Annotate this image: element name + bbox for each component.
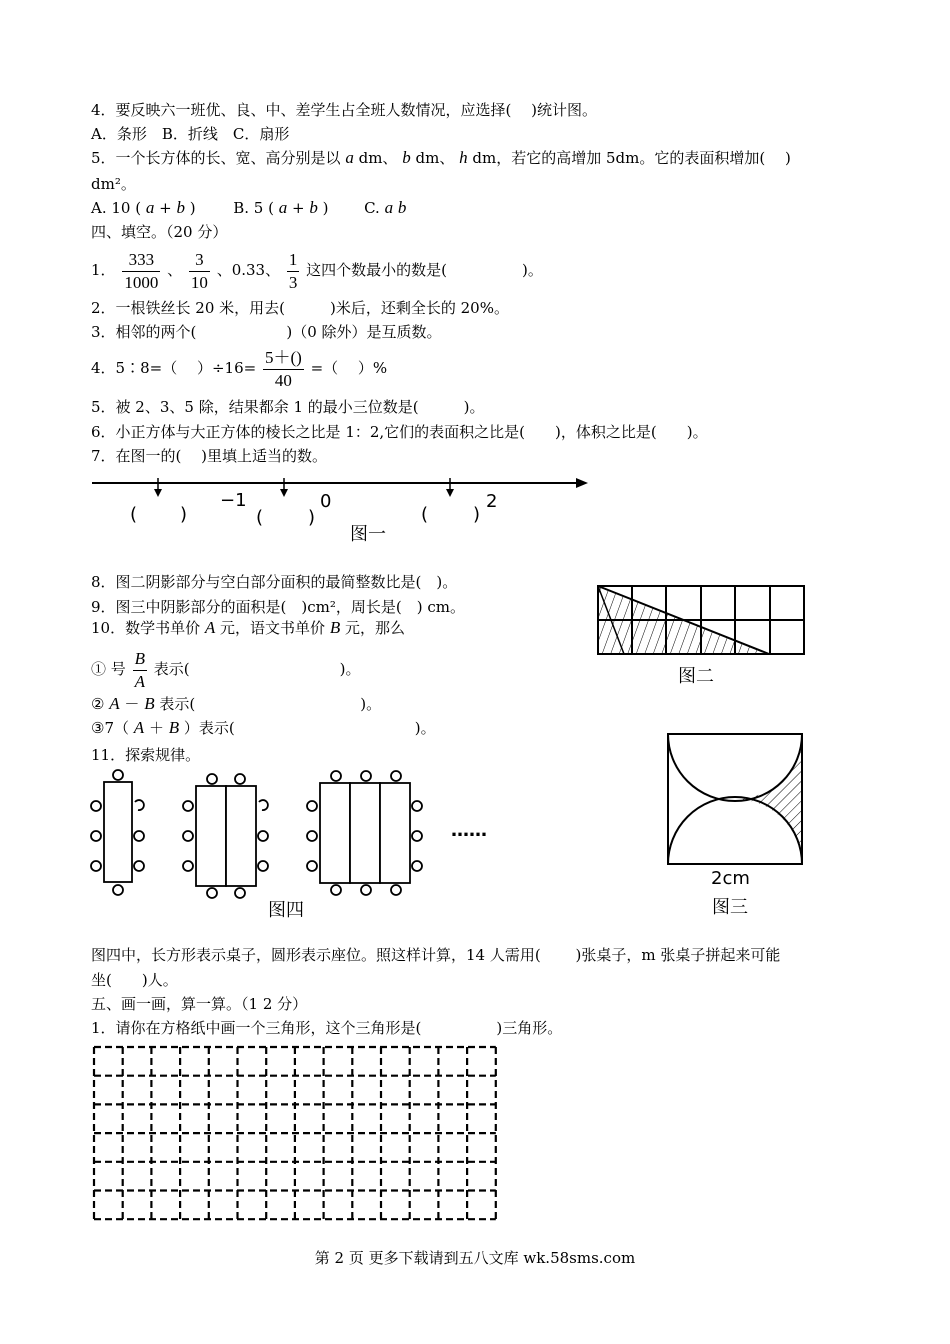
separator: 、 [167, 261, 183, 279]
s4-q4 [91, 346, 387, 392]
paren-open: ( [421, 504, 429, 525]
s4-q1 [91, 248, 543, 294]
q5-text-d: dm，若它的高增加 5dm。它的表面积增加( ) [472, 149, 791, 167]
option-b: B. 5 ( [233, 199, 274, 217]
var-A: A [109, 694, 120, 713]
s4-q11-desc-2: 坐( )人。 [91, 971, 178, 989]
table [104, 782, 132, 882]
paren-open: ( [130, 504, 138, 525]
s4-q2: 2．一根铁丝长 20 米，用去( )米后，还剩全长的 20%。 [91, 299, 509, 317]
seat [207, 888, 217, 898]
s5-q1: 1．请你在方格纸中画一个三角形，这个三角形是( )三角形。 [91, 1019, 563, 1037]
seat [412, 831, 422, 841]
q5-text-a: 5．一个长方体的长、宽、高分别是以 [91, 149, 341, 167]
table [380, 783, 410, 883]
q10-1-pre: ① 号 [91, 660, 126, 678]
table [226, 786, 256, 886]
rparen: ) [189, 199, 196, 217]
q5-text-b: dm、 [358, 149, 398, 167]
fraction-333-1000 [122, 249, 160, 294]
fraction-1-3 [287, 249, 300, 294]
seat [307, 831, 317, 841]
seat [331, 885, 341, 895]
seat [307, 861, 317, 871]
q1-label: 1． [91, 261, 116, 279]
seat [307, 801, 317, 811]
seat [183, 831, 193, 841]
denominator: 3 [288, 272, 298, 292]
seat [412, 861, 422, 871]
var-B: B [144, 694, 155, 713]
fraction-q4 [263, 347, 304, 392]
seat [91, 831, 101, 841]
section-4-heading: 四、填空。（20 分） [91, 223, 228, 241]
figure-1-number-line [88, 468, 598, 548]
tick-label-2: 2 [486, 491, 498, 512]
seat [258, 861, 268, 871]
figure-2-grid [594, 582, 808, 660]
seat [113, 885, 123, 895]
plus-sign: + [292, 199, 305, 217]
s3-q5-unit: dm²。 [91, 175, 136, 193]
figure-3-square [664, 730, 808, 870]
q10-3-pre: ③7（ [91, 719, 129, 737]
seat [259, 800, 268, 810]
arrow-down-icon [280, 489, 288, 497]
table [350, 783, 380, 883]
section-5-heading: 五、画一画，算一算。（1 2 分） [91, 995, 308, 1013]
var-A: A [133, 718, 145, 737]
s4-q6: 6．小正方体与大正方体的棱长之比是 1：2,它们的表面积之比是( )，体积之比是( )。 [91, 423, 708, 441]
s4-q10-3 [91, 718, 436, 738]
arrow-down-icon [154, 489, 162, 497]
s3-q4-options: A．条形 B．折线 C．扇形 [91, 125, 290, 143]
seat [391, 885, 401, 895]
denominator: A [134, 671, 145, 691]
denominator: 1000 [124, 272, 159, 292]
seat [113, 770, 123, 780]
paren-close: ) [180, 504, 188, 525]
fraction-3-10 [189, 249, 210, 294]
s4-q9: 9．图三中阴影部分的面积是( )cm²，周长是( ) cm。 [91, 598, 465, 616]
axis-arrow [576, 478, 588, 488]
fraction-B-over-A [133, 648, 147, 693]
var-b: b [176, 198, 185, 217]
seat [183, 861, 193, 871]
s4-q10-1 [91, 646, 360, 693]
seat [183, 801, 193, 811]
s4-q3: 3．相邻的两个( )（0 除外）是互质数。 [91, 323, 442, 341]
numerator: 3 [189, 249, 210, 272]
numerator: 333 [122, 249, 160, 272]
numerator: 5＋() [263, 347, 304, 370]
var-b: b [397, 198, 407, 217]
s4-q11-desc-1: 图四中，长方形表示桌子，圆形表示座位。照这样计算，14 人需用( )张桌子，m 张桌子拼起来可能 [91, 946, 781, 964]
ellipsis: …… [451, 820, 487, 841]
s3-q5 [91, 148, 791, 168]
q10-2-post: 表示( )。 [159, 695, 382, 713]
s3-q5-options [91, 198, 406, 218]
var-B: B [168, 718, 180, 737]
paren-open: ( [256, 507, 264, 528]
q10-text-a: 10．数学书单价 [91, 619, 201, 637]
s4-q11: 11．探索规律。 [91, 746, 201, 764]
var-b: b [402, 148, 411, 167]
shaded-region [735, 734, 802, 864]
rparen: ) [322, 199, 329, 217]
seat [391, 771, 401, 781]
figure-4-caption: 图四 [268, 900, 304, 921]
s4-q7: 7．在图一的( )里填上适当的数。 [91, 447, 328, 465]
q10-text-b: 元，语文书单价 [220, 619, 326, 637]
figure-3-side-label: 2cm [711, 868, 750, 889]
table [320, 783, 350, 883]
q10-text-c: 元，那么 [345, 619, 406, 637]
option-a: A. 10 ( [91, 199, 142, 217]
q5-text-c: dm、 [415, 149, 455, 167]
tick-label-neg1: −1 [220, 490, 247, 511]
plus-sign: + [159, 199, 172, 217]
numerator: 1 [287, 249, 300, 272]
seat [258, 831, 268, 841]
figure-2-caption: 图二 [678, 666, 714, 687]
s3-q4: 4．要反映六一班优、良、中、差学生占全班人数情况，应选择( )统计图。 [91, 101, 598, 119]
var-h: h [459, 148, 468, 167]
s4-q8: 8．图二阴影部分与空白部分面积的最简整数比是( )。 [91, 573, 458, 591]
var-a: a [384, 198, 394, 217]
denominator: 40 [274, 370, 292, 390]
q1-post: 这四个数最小的数是( )。 [306, 261, 543, 279]
s4-q10-2 [91, 694, 381, 714]
seat [361, 771, 371, 781]
seat [235, 774, 245, 784]
var-a: a [278, 198, 288, 217]
q10-2-pre: ② [91, 695, 105, 713]
option-c: C. [364, 199, 380, 217]
figure-1-caption: 图一 [350, 524, 386, 545]
seat [135, 800, 144, 810]
s4-q5: 5．被 2、3、5 除，结果都余 1 的最小三位数是( )。 [91, 398, 485, 416]
q10-3-post: ）表示( )。 [183, 719, 436, 737]
figure-3-caption: 图三 [712, 897, 748, 918]
var-A: A [204, 618, 216, 637]
seat [412, 801, 422, 811]
var-a: a [345, 148, 354, 167]
var-a: a [145, 198, 155, 217]
seat [361, 885, 371, 895]
minus-sign: － [124, 695, 140, 713]
seat [331, 771, 341, 781]
table [196, 786, 226, 886]
plus-sign: ＋ [148, 719, 164, 737]
seat [134, 861, 144, 871]
s4-q10 [91, 618, 405, 638]
dashed-grid-paper[interactable] [90, 1043, 500, 1223]
seat [207, 774, 217, 784]
seat [91, 801, 101, 811]
q4-pre: 4．5∶8=（ ）÷16= [91, 359, 257, 377]
paren-close: ) [308, 507, 316, 528]
var-B: B [329, 618, 341, 637]
var-b: b [309, 198, 318, 217]
paren-close: ) [473, 504, 481, 525]
arrow-down-icon [446, 489, 454, 497]
seat [235, 888, 245, 898]
numerator: B [133, 648, 147, 671]
tick-label-0: 0 [320, 491, 332, 512]
q10-1-post: 表示( )。 [153, 660, 361, 678]
figure-4-tables [86, 766, 506, 926]
seat [134, 831, 144, 841]
denominator: 10 [190, 272, 208, 292]
seat [91, 861, 101, 871]
q1-mid: 、0.33、 [216, 261, 281, 279]
q4-post: =（ ）% [310, 359, 388, 377]
page-footer: 第 2 页 更多下载请到五八文库 wk.58sms.com [314, 1249, 636, 1267]
